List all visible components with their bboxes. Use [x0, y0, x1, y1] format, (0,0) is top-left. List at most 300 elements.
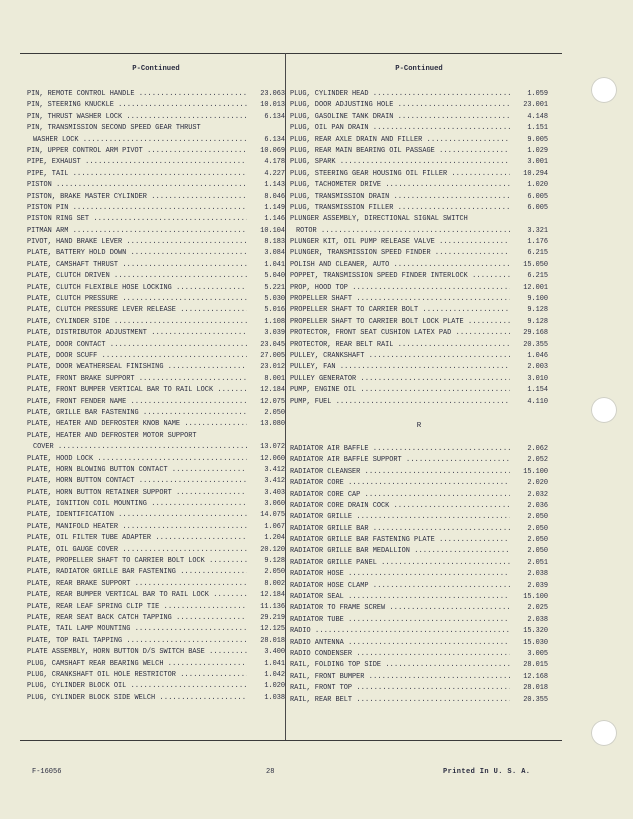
index-entry [27, 408, 285, 419]
index-entry [290, 615, 548, 626]
index-entry [290, 695, 548, 706]
entry-label: PULLEY GENERATOR ..... [290, 374, 510, 385]
binder-hole [591, 77, 617, 103]
entry-value: 3.403 [264, 488, 285, 497]
index-entry [27, 442, 285, 453]
binder-hole [591, 720, 617, 746]
entry-label: PLATE ASSEMBLY, HORN BUTTON D/S SWITCH BASE ..... [27, 647, 247, 658]
entry-value: 3.010 [527, 374, 548, 383]
index-entry [290, 294, 548, 305]
entry-label: PLUG, STEERING GEAR HOUSING OIL FILLER ..... [290, 169, 510, 180]
entry-value: 8.001 [264, 374, 285, 383]
index-entry [290, 192, 548, 203]
entry-value: 29.219 [260, 613, 285, 622]
entry-value: 4.148 [527, 112, 548, 121]
index-entry [290, 467, 548, 478]
entry-value: 15.050 [523, 260, 548, 269]
index-entry [27, 112, 285, 123]
index-entry [27, 613, 285, 624]
entry-label: WASHER LOCK ..... [33, 135, 247, 146]
entry-label: PIN, UPPER CONTROL ARM PIVOT ..... [27, 146, 247, 157]
index-entry [290, 157, 548, 168]
index-entry [290, 362, 548, 373]
entry-value: 2.050 [264, 408, 285, 417]
entry-value: 2.050 [527, 513, 548, 522]
index-entry [290, 581, 548, 592]
page-number: 28 [266, 768, 275, 776]
index-entry [290, 169, 548, 180]
entry-value: 2.025 [527, 604, 548, 613]
entry-label: PLATE, FRONT BRAKE SUPPORT ..... [27, 374, 247, 385]
entry-label: RADIO CONDENSER ..... [290, 649, 510, 660]
index-entry [27, 693, 285, 704]
entry-label: PROPELLER SHAFT TO CARRIER BOLT LOCK PLATE ..... [290, 317, 510, 328]
entry-label: PLUG, SPARK ..... [290, 157, 510, 168]
entry-value: 1.041 [264, 260, 285, 269]
entry-value: 1.143 [264, 181, 285, 190]
entry-label: PLUG, CYLINDER HEAD ..... [290, 89, 510, 100]
index-entry [27, 157, 285, 168]
entry-value: 28.018 [260, 636, 285, 645]
index-entry [290, 455, 548, 466]
entry-label: PLATE, OIL GAUGE COVER ..... [27, 545, 247, 556]
entry-label: PLATE, CLUTCH PRESSURE LEVER RELEASE ..... [27, 305, 247, 316]
entry-value: 1.151 [527, 124, 548, 133]
index-entry [27, 681, 285, 692]
index-entry [290, 512, 548, 523]
bottom-rule [20, 740, 562, 741]
index-entry [27, 510, 285, 521]
entry-value: 12.060 [260, 454, 285, 463]
entry-value: 10.069 [260, 146, 285, 155]
entry-label: PISTON ..... [27, 180, 247, 191]
entry-value: 1.108 [264, 317, 285, 326]
entry-value: 2.038 [527, 615, 548, 624]
entry-label: PLATE, CLUTCH FLEXIBLE HOSE LOCKING ..... [27, 283, 247, 294]
index-entry [27, 180, 285, 191]
entry-value: 20.355 [523, 340, 548, 349]
entry-value: 9.005 [527, 135, 548, 144]
index-entry [27, 499, 285, 510]
entry-label: PIPE, TAIL ..... [27, 169, 247, 180]
index-entry [290, 351, 548, 362]
left-column [27, 63, 285, 704]
entry-label: PLUG, CAMSHAFT REAR BEARING WELCH ..... [27, 659, 247, 670]
entry-value: 1.041 [264, 659, 285, 668]
index-entry [27, 100, 285, 111]
entry-value: 13.080 [260, 420, 285, 429]
left-entry-list [27, 89, 285, 704]
entry-label: RAIL, REAR BELT ..... [290, 695, 510, 706]
index-entry [27, 579, 285, 590]
entry-label: PLATE, MANIFOLD HEATER ..... [27, 522, 247, 533]
entry-label: RAIL, FOLDING TOP SIDE ..... [290, 660, 510, 671]
entry-value: 2.052 [527, 456, 548, 465]
index-entry [290, 569, 548, 580]
section-letter: R [416, 421, 422, 430]
entry-label: PLUNGER KIT, OIL PUMP RELEASE VALVE ..... [290, 237, 510, 248]
index-entry [27, 545, 285, 556]
entry-value: 12.184 [260, 591, 285, 600]
entry-value: 6.215 [527, 249, 548, 258]
entry-value: 2.020 [527, 479, 548, 488]
entry-label: PISTON, BRAKE MASTER CYLINDER ..... [27, 192, 247, 203]
entry-label: RADIATOR GRILLE BAR MEDALLION ..... [290, 546, 510, 557]
entry-value: 23.063 [260, 90, 285, 98]
index-entry [27, 465, 285, 476]
index-entry [27, 192, 285, 203]
index-entry [27, 590, 285, 601]
index-entry [27, 135, 285, 146]
entry-value: 4.110 [527, 397, 548, 406]
entry-value: 20.120 [260, 545, 285, 554]
index-entry [290, 305, 548, 316]
index-entry [290, 660, 548, 671]
right-entry-list [290, 89, 548, 408]
entry-label: RADIATOR HOSE CLAMP ..... [290, 581, 510, 592]
index-entry [27, 203, 285, 214]
entry-label: RADIATOR HOSE ..... [290, 569, 510, 580]
index-entry [27, 431, 285, 442]
index-entry [27, 419, 285, 430]
entry-label: PLATE, FRONT FENDER NAME ..... [27, 397, 247, 408]
index-entry [290, 490, 548, 501]
entry-value: 4.227 [264, 169, 285, 178]
entry-label: PITMAN ARM ..... [27, 226, 247, 237]
index-entry [290, 89, 548, 100]
entry-value: 23.012 [260, 363, 285, 372]
entry-value: 1.154 [527, 386, 548, 395]
entry-label: PLUG, TRANSMISSION FILLER ..... [290, 203, 510, 214]
entry-label: PLATE, CLUTCH DRIVEN ..... [27, 271, 247, 282]
entry-label: PLUG, OIL PAN DRAIN ..... [290, 123, 510, 134]
entry-label: PULLEY, FAN ..... [290, 362, 510, 373]
index-entry [27, 624, 285, 635]
entry-value: 29.168 [523, 329, 548, 338]
entry-value: 2.050 [527, 524, 548, 533]
entry-value: 2.032 [527, 490, 548, 499]
entry-value: 10.294 [523, 169, 548, 178]
index-entry [290, 546, 548, 557]
entry-label: PLATE, REAR LEAF SPRING CLIP TIE ..... [27, 602, 247, 613]
index-entry [27, 317, 285, 328]
entry-label: RADIATOR GRILLE PANEL ..... [290, 558, 510, 569]
entry-label: RAIL, FRONT BUMPER ..... [290, 672, 510, 683]
entry-label: PLATE, TOP RAIL TAPPING ..... [27, 636, 247, 647]
index-entry [27, 305, 285, 316]
entry-value: 15.030 [523, 638, 548, 647]
entry-label: PROPELLER SHAFT ..... [290, 294, 510, 305]
entry-value: 2.036 [527, 501, 548, 510]
entry-label: RADIATOR CLEANSER ..... [290, 467, 510, 478]
entry-value: 2.038 [527, 570, 548, 579]
entry-label: RADIATOR CORE CAP ..... [290, 490, 510, 501]
entry-label: PUMP, FUEL ..... [290, 397, 510, 408]
index-entry [290, 672, 548, 683]
entry-value: 1.029 [527, 146, 548, 155]
entry-value: 5.221 [264, 283, 285, 292]
entry-label: RADIATOR CORE ..... [290, 478, 510, 489]
index-entry [27, 374, 285, 385]
entry-label: PLATE, HEATER AND DEFROSTER MOTOR SUPPORT [27, 431, 197, 440]
index-entry [290, 535, 548, 546]
index-entry [27, 340, 285, 351]
entry-label: PLATE, FRONT BUMPER VERTICAL BAR TO RAIL LOCK ..... [27, 385, 247, 396]
entry-value: 1.020 [264, 682, 285, 691]
index-entry [290, 340, 548, 351]
entry-label: PLATE, REAR BRAKE SUPPORT ..... [27, 579, 247, 590]
index-entry [290, 374, 548, 385]
entry-label: PLATE, OIL FILTER TUBE ADAPTER ..... [27, 533, 247, 544]
entry-label: RADIATOR AIR BAFFLE ..... [290, 444, 510, 455]
column-divider [285, 53, 286, 740]
entry-value: 27.005 [260, 351, 285, 360]
index-entry [290, 226, 548, 237]
entry-value: 12.168 [523, 672, 548, 681]
entry-value: 1.146 [264, 215, 285, 224]
right-column-heading: P-Continued [395, 65, 443, 73]
entry-value: 28.015 [523, 661, 548, 670]
entry-value: 8.183 [264, 238, 285, 247]
index-entry [27, 556, 285, 567]
entry-label: RAIL, FRONT TOP ..... [290, 683, 510, 694]
top-rule [20, 53, 562, 54]
entry-value: 6.134 [264, 112, 285, 121]
entry-label: RADIATOR TO FRAME SCREW ..... [290, 603, 510, 614]
entry-label: PLATE, IGNITION COIL MOUNTING ..... [27, 499, 247, 510]
entry-label: PLATE, CAMSHAFT THRUST ..... [27, 260, 247, 271]
index-entry [290, 248, 548, 259]
entry-label: RADIATOR SEAL ..... [290, 592, 510, 603]
entry-label: PIN, THRUST WASHER LOCK ..... [27, 112, 247, 123]
index-entry [27, 248, 285, 259]
entry-label: PROPELLER SHAFT TO CARRIER BOLT ..... [290, 305, 510, 316]
index-entry [27, 362, 285, 373]
entry-value: 4.178 [264, 158, 285, 167]
index-entry [290, 237, 548, 248]
entry-value: 14.075 [260, 511, 285, 520]
index-entry [27, 271, 285, 282]
entry-label: PLATE, HEATER AND DEFROSTER KNOB NAME ..... [27, 419, 247, 430]
entry-value: 1.038 [264, 693, 285, 702]
entry-value: 15.320 [523, 627, 548, 636]
entry-value: 1.046 [527, 351, 548, 360]
index-entry [27, 260, 285, 271]
entry-label: PULLEY, CRANKSHAFT ..... [290, 351, 510, 362]
index-entry [27, 89, 285, 100]
entry-value: 9.128 [527, 306, 548, 315]
entry-label: PLATE, REAR BUMPER VERTICAL BAR TO RAIL LOCK ..... [27, 590, 247, 601]
index-entry [27, 146, 285, 157]
entry-label: PLATE, DISTRIBUTOR ADJUSTMENT ..... [27, 328, 247, 339]
index-entry [290, 180, 548, 191]
entry-value: 12.075 [260, 397, 285, 406]
index-entry [290, 501, 548, 512]
index-entry [27, 659, 285, 670]
index-entry [290, 683, 548, 694]
entry-value: 3.060 [264, 500, 285, 509]
entry-label: PLATE, CYLINDER SIDE ..... [27, 317, 247, 328]
left-column-heading: P-Continued [132, 65, 180, 73]
entry-value: 23.045 [260, 340, 285, 349]
index-entry [27, 567, 285, 578]
entry-value: 3.321 [527, 226, 548, 235]
index-entry [27, 488, 285, 499]
entry-label: PLATE, HORN BLOWING BUTTON CONTACT ..... [27, 465, 247, 476]
entry-label: PIN, STEERING KNUCKLE ..... [27, 100, 247, 111]
index-entry [290, 328, 548, 339]
index-entry [27, 123, 285, 134]
entry-value: 1.059 [527, 90, 548, 98]
entry-label: PLATE, BATTERY HOLD DOWN ..... [27, 248, 247, 259]
entry-label: PLUG, REAR AXLE DRAIN AND FILLER ..... [290, 135, 510, 146]
entry-value: 3.400 [264, 648, 285, 657]
entry-label: PLATE, DOOR SCUFF ..... [27, 351, 247, 362]
index-entry [290, 385, 548, 396]
entry-label: PLUG, TRANSMISSION DRAIN ..... [290, 192, 510, 203]
entry-label: PROTECTOR, REAR BELT RAIL ..... [290, 340, 510, 351]
entry-label: PLUG, TACHOMETER DRIVE ..... [290, 180, 510, 191]
entry-value: 3.039 [264, 329, 285, 338]
index-entry [290, 135, 548, 146]
entry-value: 28.018 [523, 684, 548, 693]
entry-label: RADIATOR CORE DRAIN COCK ..... [290, 501, 510, 512]
index-entry [290, 123, 548, 134]
entry-value: 9.100 [527, 295, 548, 304]
index-entry [290, 203, 548, 214]
index-entry [290, 397, 548, 408]
entry-value: 3.412 [264, 465, 285, 474]
entry-label: RADIATOR AIR BAFFLE SUPPORT ..... [290, 455, 510, 466]
entry-value: 6.215 [527, 272, 548, 281]
entry-label: PLUG, REAR MAIN BEARING OIL PASSAGE ..... [290, 146, 510, 157]
index-entry [290, 603, 548, 614]
entry-value: 2.050 [527, 547, 548, 556]
entry-label: PIVOT, HAND BRAKE LEVER ..... [27, 237, 247, 248]
entry-value: 6.005 [527, 203, 548, 212]
right-column [290, 63, 548, 706]
index-entry [290, 100, 548, 111]
entry-value: 2.051 [527, 558, 548, 567]
entry-label: PIN, TRANSMISSION SECOND SPEED GEAR THRUST [27, 124, 201, 133]
index-entry [27, 214, 285, 225]
index-entry [27, 294, 285, 305]
entry-label: PLATE, TAIL LAMP MOUNTING ..... [27, 624, 247, 635]
entry-value: 1.204 [264, 534, 285, 543]
index-entry [290, 638, 548, 649]
entry-value: 2.050 [264, 568, 285, 577]
entry-value: 12.184 [260, 386, 285, 395]
entry-value: 3.005 [527, 649, 548, 658]
index-entry [27, 636, 285, 647]
index-entry [27, 328, 285, 339]
entry-label: PLATE, HORN BUTTON CONTACT ..... [27, 476, 247, 487]
entry-label: PLUNGER ASSEMBLY, DIRECTIONAL SIGNAL SWITCH [290, 215, 468, 224]
entry-label: POPPET, TRANSMISSION SPEED FINDER INTERLOCK ..... [290, 271, 510, 282]
entry-label: PLUNGER, TRANSMISSION SPEED FINDER ..... [290, 248, 510, 259]
entry-value: 3.084 [264, 249, 285, 258]
entry-value: 5.016 [264, 306, 285, 315]
entry-label: PLATE, RADIATOR GRILLE BAR FASTENING ..... [27, 567, 247, 578]
entry-value: 6.005 [527, 192, 548, 201]
entry-label: PLUG, CYLINDER BLOCK SIDE WELCH ..... [27, 693, 247, 704]
index-entry [290, 260, 548, 271]
index-entry [27, 283, 285, 294]
entry-label: PIN, REMOTE CONTROL HANDLE ..... [27, 89, 247, 100]
entry-label: PROP, HOOD TOP ..... [290, 283, 510, 294]
r-entry-list [290, 444, 548, 706]
index-entry [27, 454, 285, 465]
entry-label: PLATE, REAR SEAT BACK CATCH TAPPING ..... [27, 613, 247, 624]
entry-value: 6.134 [264, 135, 285, 144]
entry-label: PLATE, GRILLE BAR FASTENING ..... [27, 408, 247, 419]
entry-value: 10.104 [260, 226, 285, 235]
entry-label: COVER ..... [33, 442, 247, 453]
entry-value: 9.128 [264, 557, 285, 566]
entry-value: 2.050 [527, 536, 548, 545]
entry-value: 10.013 [260, 101, 285, 110]
index-entry [290, 146, 548, 157]
entry-value: 5.030 [264, 295, 285, 304]
entry-value: 2.039 [527, 581, 548, 590]
entry-value: 1.042 [264, 670, 285, 679]
entry-value: 2.062 [527, 444, 548, 453]
index-entry [290, 283, 548, 294]
entry-label: PLATE, CLUTCH PRESSURE ..... [27, 294, 247, 305]
entry-label: RADIATOR GRILLE BAR FASTENING PLATE ..... [290, 535, 510, 546]
entry-value: 1.067 [264, 522, 285, 531]
entry-value: 1.149 [264, 203, 285, 212]
entry-value: 15.100 [523, 593, 548, 602]
entry-label: PLATE, HOOD LOCK ..... [27, 454, 247, 465]
index-entry [27, 351, 285, 362]
index-entry [27, 476, 285, 487]
entry-label: PLATE, DOOR CONTACT ..... [27, 340, 247, 351]
index-entry [27, 226, 285, 237]
entry-label: PLATE, IDENTIFICATION ..... [27, 510, 247, 521]
entry-value: 15.100 [523, 467, 548, 476]
entry-label: RADIATOR GRILLE BAR ..... [290, 524, 510, 535]
index-entry [290, 592, 548, 603]
index-entry [290, 558, 548, 569]
entry-value: 20.355 [523, 695, 548, 704]
entry-value: 8.046 [264, 192, 285, 201]
entry-label: PISTON RING SET ..... [27, 214, 247, 225]
form-number: F-16056 [32, 768, 62, 776]
entry-label: PISTON PIN ..... [27, 203, 247, 214]
entry-label: RADIATOR TUBE ..... [290, 615, 510, 626]
entry-label: POLISH AND CLEANER, AUTO ..... [290, 260, 510, 271]
entry-value: 13.072 [260, 443, 285, 452]
index-entry [290, 524, 548, 535]
index-entry [27, 602, 285, 613]
entry-label: RADIO ANTENNA ..... [290, 638, 510, 649]
index-entry [290, 478, 548, 489]
entry-value: 12.125 [260, 625, 285, 634]
index-entry [290, 626, 548, 637]
entry-value: 1.020 [527, 181, 548, 190]
entry-label: RADIATOR GRILLE ..... [290, 512, 510, 523]
entry-value: 12.001 [523, 283, 548, 292]
index-entry [290, 649, 548, 660]
index-entry [27, 397, 285, 408]
entry-value: 2.003 [527, 363, 548, 372]
entry-label: PROTECTOR, FRONT SEAT CUSHION LATEX PAD ..... [290, 328, 510, 339]
index-entry [290, 317, 548, 328]
index-entry [27, 647, 285, 658]
index-entry [27, 169, 285, 180]
binder-hole [591, 397, 617, 423]
